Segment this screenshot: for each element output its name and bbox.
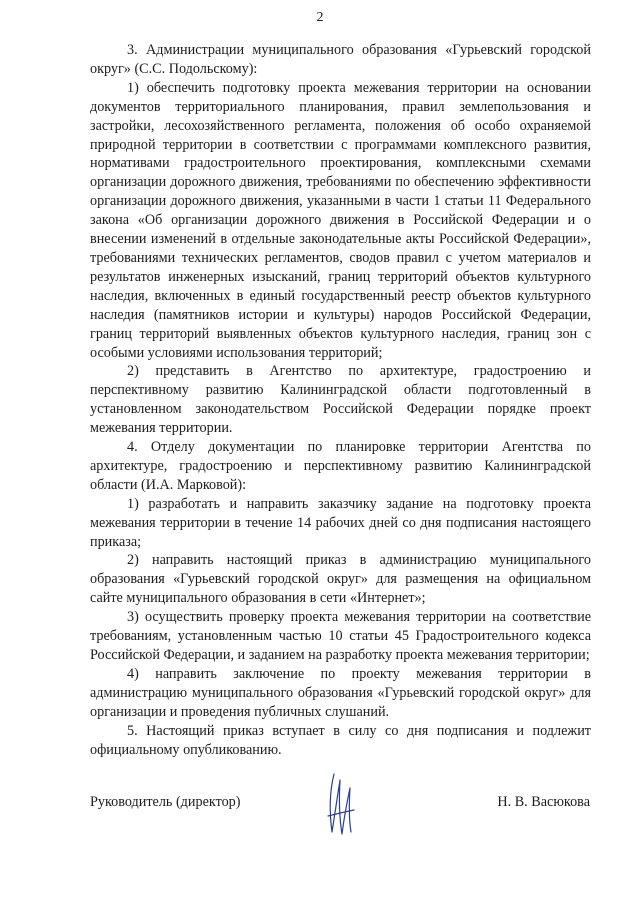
paragraph-item-4: 4. Отделу документации по планировке территории Агентства по архитектуре, градостроению и перспективному развитию Калининградской области (И.А. Марковой):: [90, 439, 591, 493]
subparagraph-4-2: 2) направить настоящий приказ в администрацию муниципального образования «Гурьевский городской округ» для размещения на официальном сайте муниципального образования в сети «Интернет»;: [90, 552, 591, 607]
subparagraph-4-4: 4) направить заключение по проекту межевания территории в администрацию муниципального образования «Гурьевский городской округ» для организации и проведения публичных слушаний.: [90, 665, 591, 720]
document-body: [90, 41, 591, 759]
page-number: 2: [316, 10, 324, 25]
subparagraph-3-1: 1) обеспечить подготовку проекта межевания территории на основании документов территориального планирования, правил землепользования и застройки, лесохозяйственного регламента, положения об особо охраняемой природной территории в соответствии с программами комплексного развития, нормативами градостроительного проектирования, комплексными схемами организации дорожного движения, требованиями по обеспечению эффективности организации дорожного движения, указанными в части 1 статьи 11 Федерального закона «Об организации дорожного движения в Российской Федерации и о внесении изменений в отдельные законодательные акты Российской Федерации», требованиями технических регламентов, сводов правил с учетом материалов и результатов инженерных изысканий, границ территорий объектов культурного наследия, включенных в единый государственный реестр объектов культурного наследия (памятников истории и культуры) народов Российской Федерации, границ территорий выявленных объектов культурного наследия, границ зон с особыми условиями использования территорий;: [90, 79, 591, 361]
handwritten-signature: [320, 770, 360, 840]
subparagraph-4-1: 1) разработать и направить заказчику задание на подготовку проекта межевания территории в течение 14 рабочих дней со дня подписания настоящего приказа;: [90, 495, 591, 550]
paragraph-item-3: 3. Администрации муниципального образования «Гурьевский городской округ» (С.С. Подольскому):: [90, 42, 591, 77]
signatory-name: Н. В. Васюкова: [497, 794, 590, 810]
paragraph-item-5: 5. Настоящий приказ вступает в силу со дня подписания и подлежит официальному опубликованию.: [90, 722, 591, 758]
signatory-title: Руководитель (директор): [90, 794, 241, 810]
subparagraph-3-2: 2) представить в Агентство по архитектуре, градостроению и перспективному развитию Калининградской области подготовленный в установленном законодательством Российской Федерации порядке проект межевания территории.: [90, 363, 591, 437]
subparagraph-4-3: 3) осуществить проверку проекта межевания территории на соответствие требованиям, установленным частью 10 статьи 45 Градостроительного кодекса Российской Федерации, и заданием на разработку проекта межевания территории;: [90, 609, 591, 663]
